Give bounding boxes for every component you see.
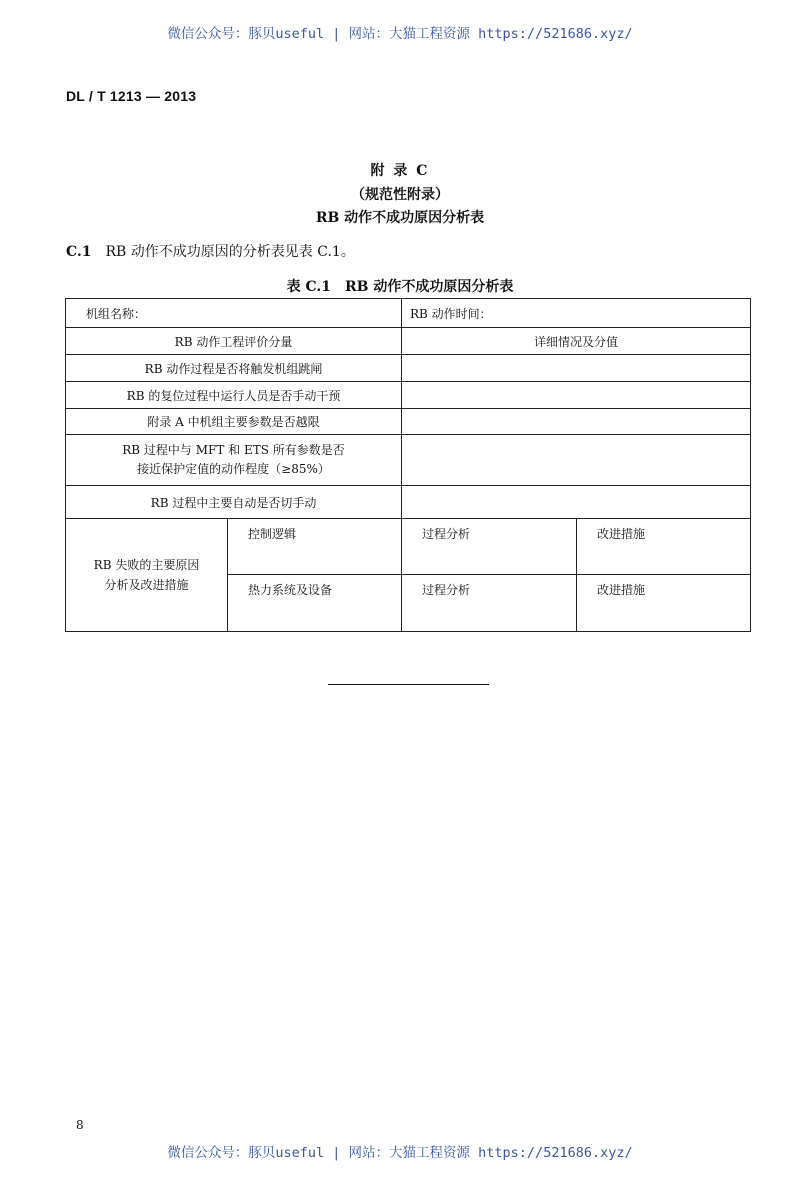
process-analysis-cell: 过程分析: [402, 575, 577, 632]
table-row: [66, 435, 751, 486]
rb-time-cell: [402, 299, 751, 328]
table-row: [66, 519, 751, 575]
row-label: RB 的复位过程中运行人员是否手动干预: [66, 382, 402, 409]
appendix-heading: RB 动作不成功原因分析表: [315, 210, 485, 226]
unit-name-label: 机组名称：: [86, 306, 147, 321]
rb-time-label: RB 动作时间：: [410, 306, 492, 321]
page-number: 8: [76, 1118, 84, 1132]
failure-analysis-label: [66, 519, 228, 632]
row-label-line: RB 过程中与 MFT 和 ETS 所有参数是否: [122, 443, 345, 457]
appendix-type: （规范性附录）: [351, 187, 449, 203]
category-thermal-system: 热力系统及设备: [228, 575, 402, 632]
header-details: 详细情况及分值: [402, 328, 751, 355]
row-label: RB 动作过程是否将触发机组跳闸: [66, 355, 402, 382]
clause-number: C.1: [66, 244, 92, 260]
row-label: 附录 A 中机组主要参数是否越限: [66, 409, 402, 435]
clause-text: RB 动作不成功原因的分析表见表 C.1。: [105, 244, 355, 260]
failure-label-line: 分析及改进措施: [104, 578, 189, 592]
table-row: [66, 382, 751, 409]
table-row: [66, 355, 751, 382]
table-row: [66, 409, 751, 435]
category-control-logic: 控制逻辑: [228, 519, 402, 575]
table-row: [66, 328, 751, 355]
failure-label-line: RB 失败的主要原因: [93, 558, 200, 572]
improvement-cell: 改进措施: [577, 575, 751, 632]
improvement-cell: 改进措施: [577, 519, 751, 575]
row-label: [66, 435, 402, 486]
row-label: RB 过程中主要自动是否切手动: [66, 486, 402, 519]
row-label-line: 接近保护定值的动作程度（≥85%）: [137, 462, 330, 476]
row-value-cell: [402, 435, 751, 486]
watermark-bottom: 微信公众号：豚贝useful | 网站：大猫工程资源 https://521686.xyz/: [167, 1145, 633, 1161]
watermark-top: 微信公众号：豚贝useful | 网站：大猫工程资源 https://521686.xyz/: [167, 26, 633, 42]
unit-name-cell: [66, 299, 402, 328]
end-rule: [328, 684, 489, 685]
table-row: [66, 299, 751, 328]
clause-c1: [66, 241, 355, 261]
row-value-cell: [402, 355, 751, 382]
appendix-title: 附 录 C: [370, 163, 430, 179]
document-code: DL / T 1213 — 2013: [66, 88, 197, 104]
process-analysis-cell: 过程分析: [402, 519, 577, 575]
table-row: [66, 486, 751, 519]
row-value-cell: [402, 382, 751, 409]
table-caption: 表 C.1 RB 动作不成功原因分析表: [286, 279, 514, 295]
row-value-cell: [402, 486, 751, 519]
rb-analysis-table: [65, 298, 751, 632]
row-value-cell: [402, 409, 751, 435]
header-evaluation: RB 动作工程评价分量: [66, 328, 402, 355]
